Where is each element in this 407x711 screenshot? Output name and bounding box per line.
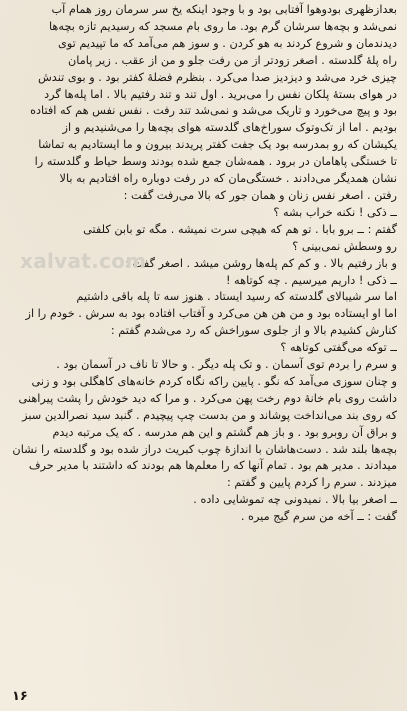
text-line: رفتن . اصغر نفس زنان و همان جور که بالا می‌رفت گفت : xyxy=(123,188,397,202)
text-line: میدادند . مدیر هم بود . تمام آنها که را معلم‌ها هم بودند که داشتند با مدیر حرف xyxy=(28,459,397,473)
text-line: بود و پیچ می‌خورد و تاریک می‌شد و نمی‌شد تند رفت . نفس نفس هم که افتاده xyxy=(30,104,397,118)
text-line: رو وسطش نمی‌بینی ؟ xyxy=(292,239,397,253)
text-line: گفتم : ــ برو بابا . تو هم که هیچی سرت نمیشه . مگه تو بابن کلفتی xyxy=(83,222,397,236)
text-line: ــ اصغر بیا بالا . نمیدونی چه تموشایی داده . xyxy=(193,493,397,507)
text-line: اما سر شیبالای گلدسته که رسید ایستاد . هنوز سه تا پله باقی داشتیم xyxy=(76,290,397,304)
text-line: که روی بند می‌انداخت پوشاند و من بدست چپ پیچیدم . گنبد سید نصرالدین سبز xyxy=(22,408,397,422)
text-line: و سرم را بردم توی آسمان . و تک پله دیگر . و حالا تا ناف در آسمان بود . xyxy=(56,358,397,372)
text-line: کنارش کشیدم بالا و از جلوی سوراخش که رد می‌شدم گفتم : xyxy=(110,324,397,338)
text-line: راه پلهٔ گلدسته . اصغر زودتر از من رفت جلو و من از عقب . زیر پامان xyxy=(67,53,397,67)
text-line: و چنان سوزی می‌آمد که نگو . پایین راکه نگاه کردم خانه‌های کاهگلی بود و زنی xyxy=(31,374,397,388)
text-line: در هوای بستهٔ پلکان نفس را می‌برید . اول تند و تند رفتیم بالا . اما پله‌ها گرد xyxy=(44,87,397,101)
text-line: نمی‌شد و بچه‌ها سرشان گرم بود. ما روی بام مسجد که رسیدیم تازه بچه‌ها xyxy=(48,19,397,33)
text-line: و باز رفتیم بالا . و کم کم پله‌ها روشن میشد . اصغر گفت : xyxy=(125,256,397,270)
text-line: میزدند . سرم را کردم پایین و گفتم : xyxy=(226,476,397,490)
text-line: بودیم . اما از تک‌وتوک سوراخ‌های گلدسته هوای بچه‌ها را می‌شنیدیم و از xyxy=(62,121,397,135)
text-line: داشت روی بام خانهٔ دوم رخت پهن می‌کرد . و مرا که دید خودش را پشت پیراهنی xyxy=(18,391,397,405)
text-line: یکیشان که رو بمدرسه بود یک جفت کفتر پریدند بیرون و ما ایستادیم به تماشا xyxy=(38,138,397,152)
text-line: چیزی خرد می‌شد و دیزدیز صدا می‌کرد . بنظرم فضلهٔ کفتر بود . و بوی تندش xyxy=(37,70,397,84)
text-line: و براق آن روبرو بود . و باز هم گشتم و این هم مدرسه . که یک مرتبه دیدم xyxy=(52,425,397,439)
text-line: ــ توکه می‌گفتی کوتاهه ؟ xyxy=(280,341,397,355)
text-line: بعدازظهری بودوهوا آفتابی بود و با وجود اینکه یخ سر سرمان روز همام آب xyxy=(51,3,397,16)
text-line: ــ ذکی ! داریم میرسیم . چه کوتاهه ! xyxy=(225,273,397,287)
text-line: اما او ایستاده بود و من هن هن می‌کرد و آفتاب افتاده بود به سرش . خودم را از xyxy=(25,307,397,321)
page-number: ۱۶ xyxy=(12,689,28,704)
text-line: بچه‌ها بلند شد . دست‌هاشان با اندازهٔ چوب کبریت دراز شده بود و گلدسته را نشان xyxy=(12,442,397,456)
text-line: دیدندمان و شروع کردند به هو کردن . و سوز هم می‌آمد که ما تپیدیم توی xyxy=(57,36,397,50)
text-line: ــ ذکی ! نکنه خراب بشه ؟ xyxy=(273,205,397,219)
text-line: تا خستگی پاهامان در برود . همه‌شان جمع شده بودند وسط حیاط و گلدسته را xyxy=(34,155,397,169)
book-page-text xyxy=(10,2,397,688)
text-line: نشان همدیگر می‌دادند . خستگی‌مان که در رفت دوباره راه افتادیم به بالا xyxy=(59,172,397,186)
text-line: گفت : ــ آخه من سرم گیج میره . xyxy=(240,510,397,524)
watermark: xalvat.com xyxy=(20,249,147,273)
